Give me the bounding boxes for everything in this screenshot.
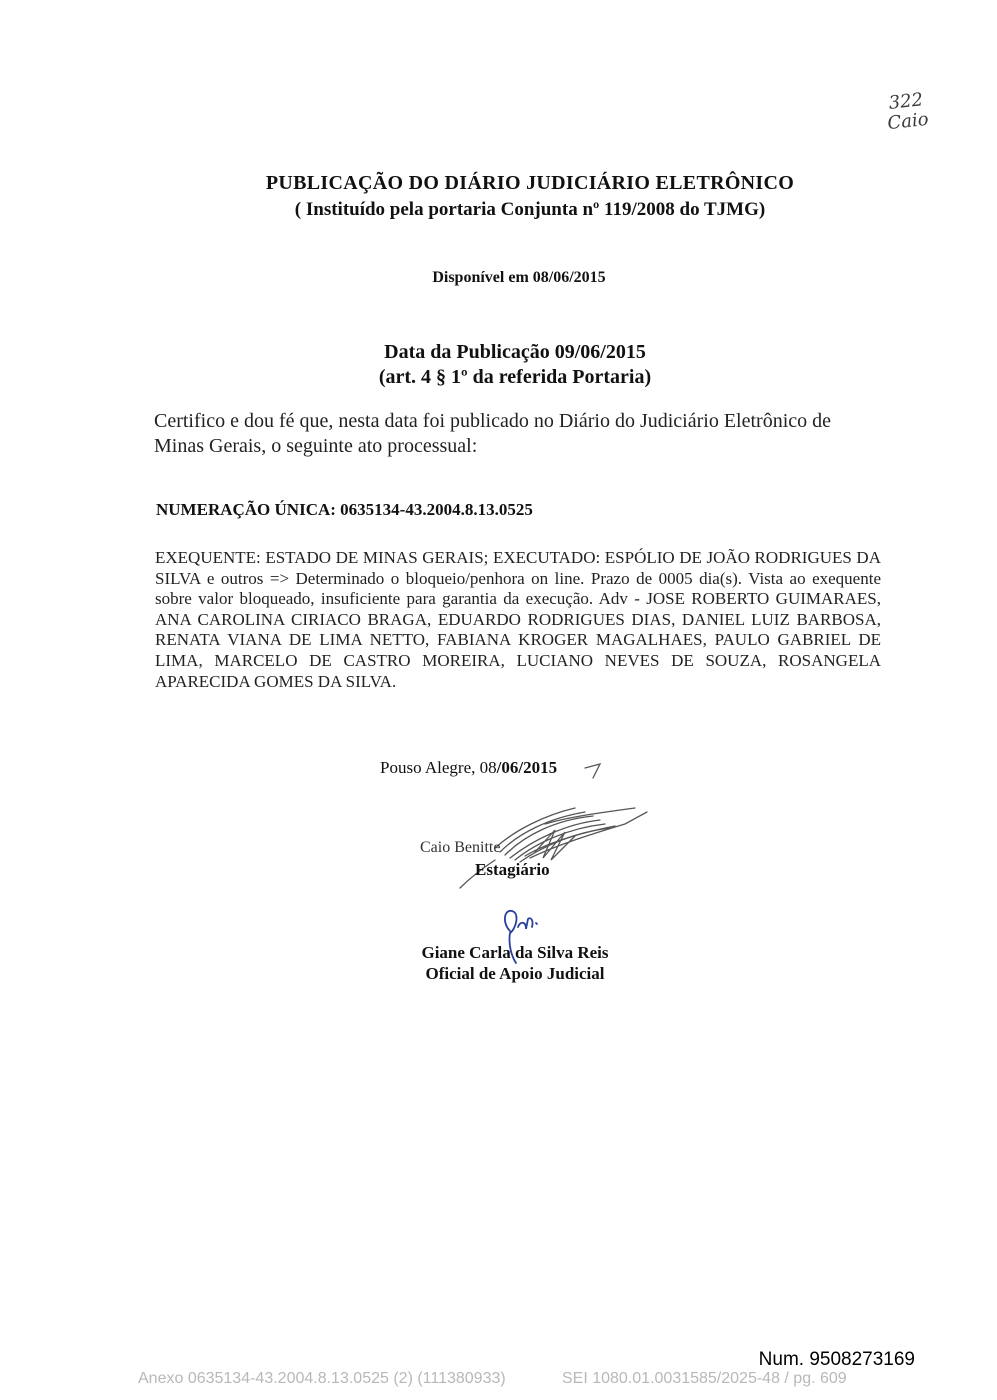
document-title: PUBLICAÇÃO DO DIÁRIO JUDICIÁRIO ELETRÔNICO <box>265 172 795 194</box>
process-number: NUMERAÇÃO ÚNICA: 0635134-43.2004.8.13.0525 <box>156 500 533 519</box>
footer-annex-reference: Anexo 0635134-43.2004.8.13.0525 (2) (111380933) <box>138 1370 506 1387</box>
place-date-place: Pouso Alegre, 08 <box>380 758 497 777</box>
publication-block <box>250 340 780 390</box>
handwritten-page-note <box>870 88 944 135</box>
publication-article: (art. 4 § 1º da referida Portaria) <box>378 366 652 388</box>
available-date: Disponível em 08/06/2015 <box>432 269 606 286</box>
certification-text: Certifico e dou fé que, nesta data foi publicado no Diário do Judiciário Eletrônico de Minas Gerais, o seguinte ato processual: <box>154 410 832 457</box>
document-subtitle: ( Instituído pela portaria Conjunta nº 119/2008 do TJMG) <box>294 199 766 220</box>
publication-date: Data da Publicação 09/06/2015 <box>384 341 646 363</box>
footer-sei-reference: SEI 1080.01.0031585/2025-48 / pg. 609 <box>562 1370 847 1387</box>
place-date-date: /06/2015 <box>496 758 558 777</box>
page-note-number: 322 <box>887 89 925 114</box>
signer-2-role: Oficial de Apoio Judicial <box>425 964 605 983</box>
page-note-initials: Caio <box>886 108 930 135</box>
signer-1-role: Estagiário <box>475 860 550 879</box>
signer-2-name: Giane Carla da Silva Reis <box>421 943 609 962</box>
signer-1-name: Caio Benitte <box>420 839 501 856</box>
process-body-text: EXEQUENTE: ESTADO DE MINAS GERAIS; EXECUTADO: ESPÓLIO DE JOÃO RODRIGUES DA SILVA e outros => Determinado o bloqueio/penhora on line. Prazo de 0005 dia(s). Vista ao exequente sobre valor bloqueado, insuficiente para garantia da execução. Adv - JOSE ROBERTO GUIMARAES, ANA CAROLINA CIRIACO BRAGA, EDUARDO RODRIGUES DIAS, DANIEL LUIZ BARBOSA, RENATA VIANA DE LIMA NETTO, FABIANA KROGER MAGALHAES, PAULO GABRIEL DE LIMA, MARCELO DE CASTRO MOREIRA, LUCIANO NEVES DE SOUZA, ROSANGELA APARECIDA GOMES DA SILVA. <box>155 548 881 691</box>
document-number: Num. 9508273169 <box>758 1349 915 1370</box>
